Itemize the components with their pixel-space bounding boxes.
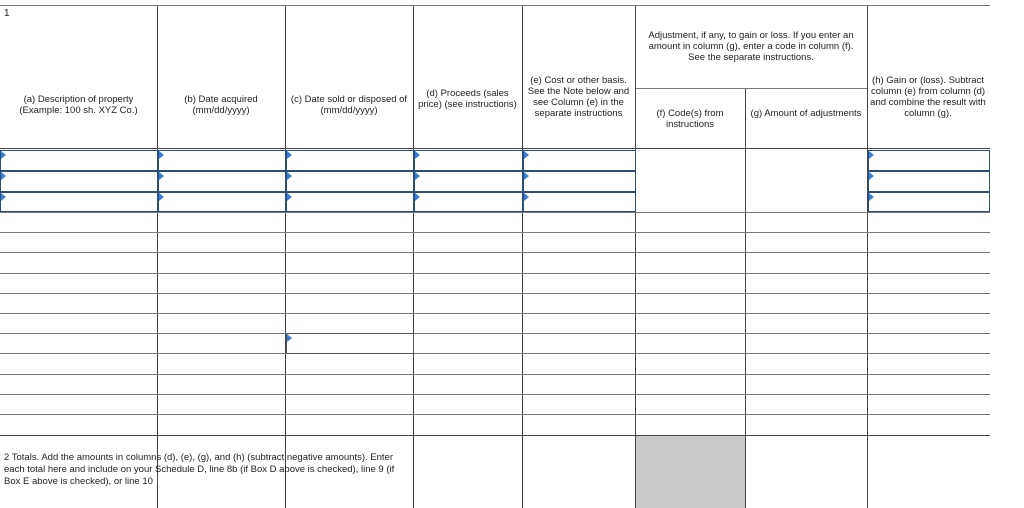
row1-date-sold-field[interactable] xyxy=(286,150,414,171)
row2-proceeds-field[interactable] xyxy=(414,171,523,192)
row1-gain-loss-field[interactable] xyxy=(868,150,990,171)
row3-description-field[interactable] xyxy=(0,192,158,212)
column-e-header: (e) Cost or other basis. See the Note below and see Column (e) in the separate instructions xyxy=(527,75,630,119)
row2-cost-basis-field[interactable] xyxy=(523,171,636,192)
row2-date-sold-field[interactable] xyxy=(286,171,414,192)
date-sold-active-field[interactable] xyxy=(286,333,414,354)
row2-date-acquired-field[interactable] xyxy=(158,171,286,192)
row2-description-field[interactable] xyxy=(0,171,158,192)
totals-label: 2 Totals. Add the amounts in columns (d), (e), (g), and (h) (subtract negative amounts). Enter each total here and include on your Schedule D, line 8b (if Box D above is checked), line 9 (if Box E above is checked), or line 10 xyxy=(4,452,395,487)
column-c-header: (c) Date sold or disposed of (mm/dd/yyyy) xyxy=(290,94,408,116)
row2-gain-loss-field[interactable] xyxy=(868,171,990,192)
column-a-header: (a) Description of property (Example: 100 sh. XYZ Co.) xyxy=(19,94,138,116)
row3-date-acquired-field[interactable] xyxy=(158,192,286,212)
line-number: 1 xyxy=(4,8,10,19)
row3-cost-basis-field[interactable] xyxy=(523,192,636,212)
row1-description-field[interactable] xyxy=(0,150,158,171)
totals-code-shaded-cell xyxy=(636,436,745,508)
row1-proceeds-field[interactable] xyxy=(414,150,523,171)
column-h-header: (h) Gain or (loss). Subtract column (e) from column (d) and combine the result with column (g). xyxy=(870,75,986,119)
row3-gain-loss-field[interactable] xyxy=(868,192,990,212)
row3-date-sold-field[interactable] xyxy=(286,192,414,212)
column-f-header: (f) Code(s) from instructions xyxy=(656,108,724,130)
row1-cost-basis-field[interactable] xyxy=(523,150,636,171)
column-b-header: (b) Date acquired (mm/dd/yyyy) xyxy=(184,94,258,116)
top-strip xyxy=(0,0,300,4)
row3-proceeds-field[interactable] xyxy=(414,192,523,212)
column-d-header: (d) Proceeds (sales price) (see instructions) xyxy=(418,88,517,110)
column-g-header: (g) Amount of adjustments xyxy=(750,108,862,119)
adjustment-header: Adjustment, if any, to gain or loss. If you enter an amount in column (g), enter a code in column (f). See the separate instructions. xyxy=(648,30,854,63)
row1-date-acquired-field[interactable] xyxy=(158,150,286,171)
